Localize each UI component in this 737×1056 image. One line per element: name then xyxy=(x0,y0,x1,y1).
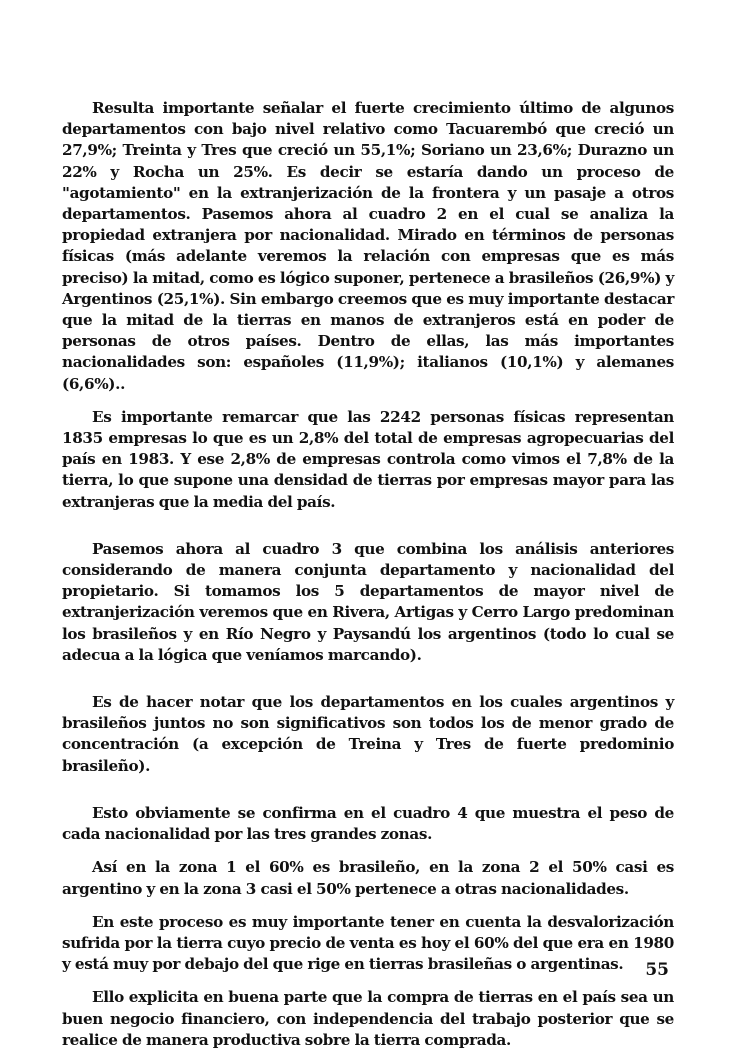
paragraph-land-value: En este proceso es muy importante tener en cuenta la desvalorización sufrida por la tierra cuyo precio de venta es hoy el 60% del que era en 1980 y está muy por debajo del que rige en tierras brasileñas o argentinas. xyxy=(62,912,674,974)
paragraph-companies: Es importante remarcar que las 2242 personas físicas representan 1835 empresas lo que es un 2,8% del total de empresas agropecuarias del país en 1983. Y ese 2,8% de empresas controla como vimos el 7,8% de la tierra, lo que supone una densidad de tierras por empresas mayor para las extranjeras que la media del país. xyxy=(62,407,674,511)
paragraph-cuadro-3: Pasemos ahora al cuadro 3 que combina los análisis anteriores considerando de manera conjunta departamento y nacionalidad del propietario. Si tomamos los 5 departamentos de mayor nivel de extranjerización veremos que en Rivera, Artigas y Cerro Largo predominan los brasileños y en Río Negro y Paysandú los argentinos (todo lo cual se adecua a la lógica que veníamos marcando). xyxy=(62,539,674,664)
paragraph-regional-growth: Resulta importante señalar el fuerte crecimiento último de algunos departamentos con bajo nivel relativo como Tacuarembó que creció un 27,9%; Treinta y Tres que creció un 55,1%; Soriano un 23,6%; Durazno un 22% y Rocha un 25%. Es decir se estaría dando un proceso de "agotamiento" en la extranjerización de la frontera y un pasaje a otros departamentos. Pasemos ahora al cuadro 2 en el cual se analiza la propiedad extranjera por nacionalidad. Mirado en términos de personas físicas (más adelante veremos la relación con empresas que es más preciso) la mitad, como es lógico suponer, pertenece a brasileños (26,9%) y Argentinos (25,1%). Sin embargo creemos que es muy importante destacar que la mitad de la tierras en manos de extranjeros está en poder de personas de otros países. Dentro de ellas, las más importantes nacionalidades son: españoles (11,9%); italianos (10,1%) y alemanes (6,6%).. xyxy=(62,99,674,393)
paragraph-zones: Así en la zona 1 el 60% es brasileño, en la zona 2 el 50% casi es argentino y en la zona 3 casi el 50% pertenece a otras nacionalidades. xyxy=(62,858,674,898)
page-body xyxy=(62,98,674,1051)
paragraph-cuadro-4: Esto obviamente se confirma en el cuadro 4 que muestra el peso de cada nacionalidad por las tres grandes zonas. xyxy=(62,803,674,844)
page-number: 55 xyxy=(645,960,669,980)
paragraph-financial-business: Ello explicita en buena parte que la compra de tierras en el país sea un buen negocio financiero, con independencia del trabajo posterior que se realice de manera productiva sobre la tierra comprada. xyxy=(62,988,674,1049)
paragraph-concentration: Es de hacer notar que los departamentos en los cuales argentinos y brasileños juntos no son significativos son todos los de menor grado de concentración (a excepción de Treina y Tres de fuerte predominio brasileño). xyxy=(62,693,674,775)
